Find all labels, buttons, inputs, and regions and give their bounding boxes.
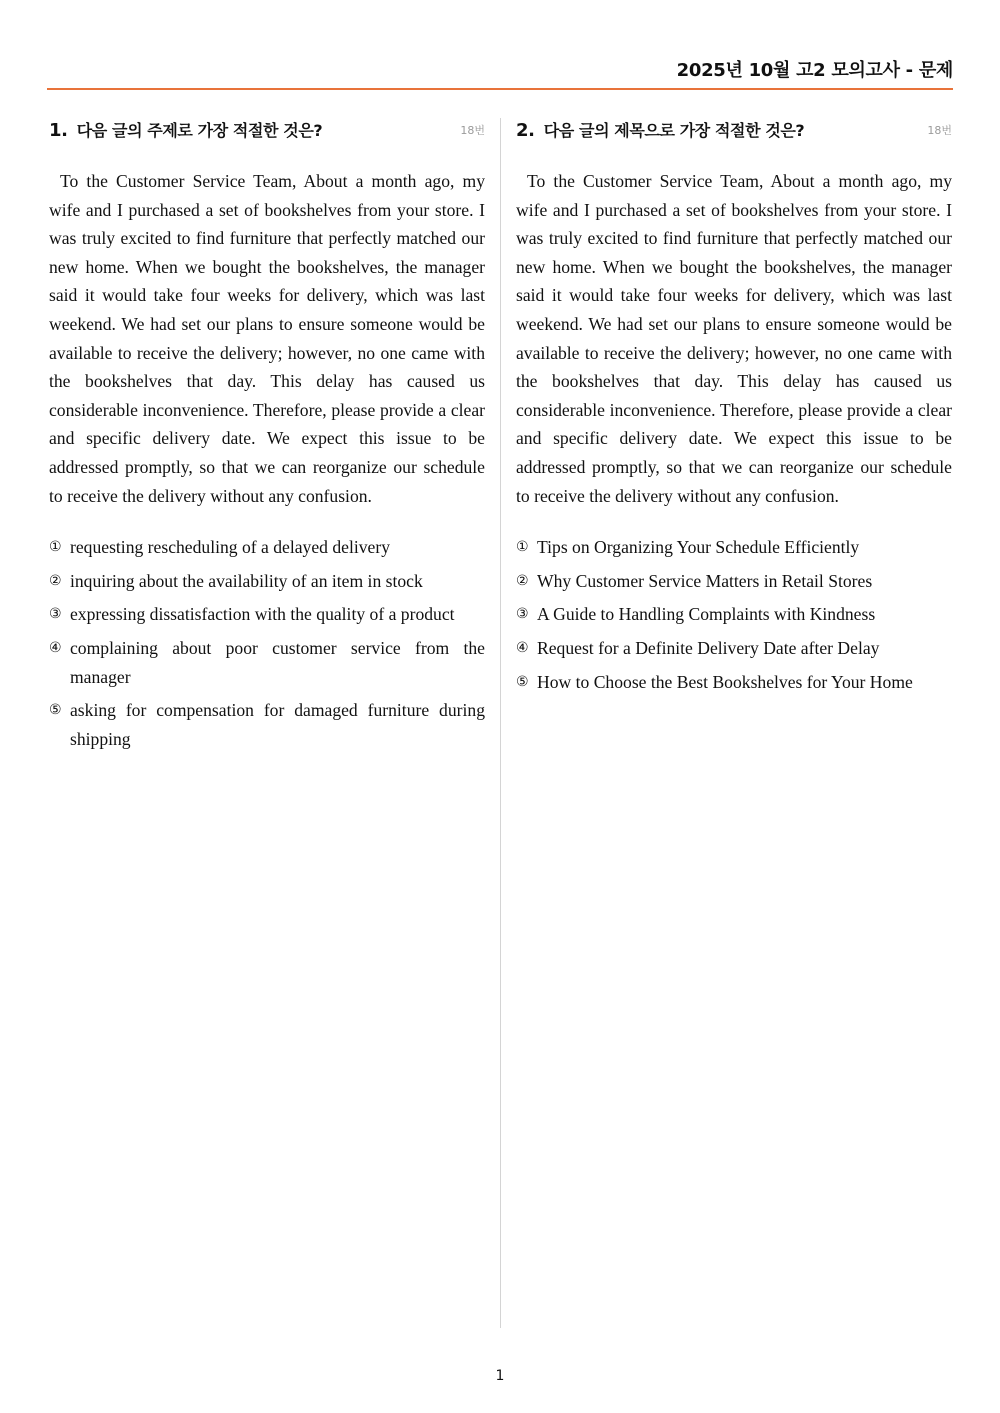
- answer-option-3[interactable]: [49, 600, 485, 629]
- question-title: [49, 118, 322, 144]
- option-text: complaining about poor customer service from the manager: [70, 637, 485, 687]
- answer-option-1[interactable]: [49, 533, 485, 562]
- option-marker: ③: [49, 606, 62, 623]
- option-marker: ③: [516, 606, 529, 623]
- option-marker: ①: [49, 539, 62, 556]
- option-text: inquiring about the availability of an item in stock: [70, 570, 423, 591]
- option-marker: ①: [516, 539, 529, 556]
- option-text: A Guide to Handling Complaints with Kindness: [537, 604, 876, 625]
- answer-option-5[interactable]: [49, 696, 485, 753]
- answer-option-1[interactable]: [516, 533, 952, 562]
- answer-options: [516, 533, 952, 696]
- question-prompt: 다음 글의 제목으로 가장 적절한 것은?: [543, 121, 805, 140]
- option-marker: ⑤: [516, 673, 529, 690]
- answer-option-2[interactable]: [49, 567, 485, 596]
- answer-option-2[interactable]: [516, 567, 952, 596]
- option-text: expressing dissatisfaction with the quality of a product: [70, 604, 455, 625]
- question-1: [49, 118, 485, 758]
- question-number: 1.: [49, 120, 68, 141]
- option-marker: ④: [49, 639, 62, 656]
- option-marker: ②: [516, 572, 529, 589]
- option-text: How to Choose the Best Bookshelves for Your Home: [537, 671, 913, 692]
- question-prompt: 다음 글의 주제로 가장 적절한 것은?: [76, 121, 323, 140]
- option-text: Tips on Organizing Your Schedule Efficiently: [537, 537, 860, 558]
- passage-text: To the Customer Service Team, About a month ago, my wife and I purchased a set of bookshelves from your store. I was truly excited to find furniture that perfectly matched our new home. When we bought the bookshelves, the manager said it would take four weeks for delivery, which was last weekend. We had set our plans to ensure someone would be available to receive the delivery; however, no one came with the bookshelves that day. This delay has caused us considerable inconvenience. Therefore, please provide a clear and specific delivery date. We expect this issue to be addressed promptly, so that we can reorganize our schedule to receive the delivery without any confusion.: [516, 171, 952, 506]
- answer-option-4[interactable]: [516, 634, 952, 663]
- question-number: 2.: [516, 120, 535, 141]
- option-text: requesting rescheduling of a delayed delivery: [70, 537, 390, 558]
- answer-option-5[interactable]: [516, 668, 952, 697]
- question-title: [516, 118, 804, 144]
- question-header: [49, 118, 485, 146]
- column-divider: [500, 118, 501, 1328]
- question-2: [516, 118, 952, 701]
- answer-option-3[interactable]: [516, 600, 952, 629]
- option-text: Why Customer Service Matters in Retail Stores: [537, 570, 873, 591]
- question-source: 18번: [927, 124, 952, 137]
- option-marker: ④: [516, 639, 529, 656]
- question-header: [516, 118, 952, 146]
- question-source: 18번: [460, 124, 485, 137]
- option-text: asking for compensation for damaged furniture during shipping: [70, 700, 485, 749]
- passage-text: To the Customer Service Team, About a month ago, my wife and I purchased a set of bookshelves from your store. I was truly excited to find furniture that perfectly matched our new home. When we bought the bookshelves, the manager said it would take four weeks for delivery, which was last weekend. We had set our plans to ensure someone would be available to receive the delivery; however, no one came with the bookshelves that day. This delay has caused us considerable inconvenience. Therefore, please provide a clear and specific delivery date. We expect this issue to be addressed promptly, so that we can reorganize our schedule to receive the delivery without any confusion.: [49, 171, 485, 506]
- answer-option-4[interactable]: [49, 634, 485, 691]
- option-marker: ⑤: [49, 702, 62, 719]
- page-header: [47, 58, 953, 90]
- option-text: Request for a Definite Delivery Date after Delay: [537, 637, 880, 658]
- page-number: 1: [495, 1368, 505, 1384]
- exam-title: 2025년 10월 고2 모의고사 - 문제: [676, 60, 953, 81]
- answer-options: [49, 533, 485, 753]
- option-marker: ②: [49, 572, 62, 589]
